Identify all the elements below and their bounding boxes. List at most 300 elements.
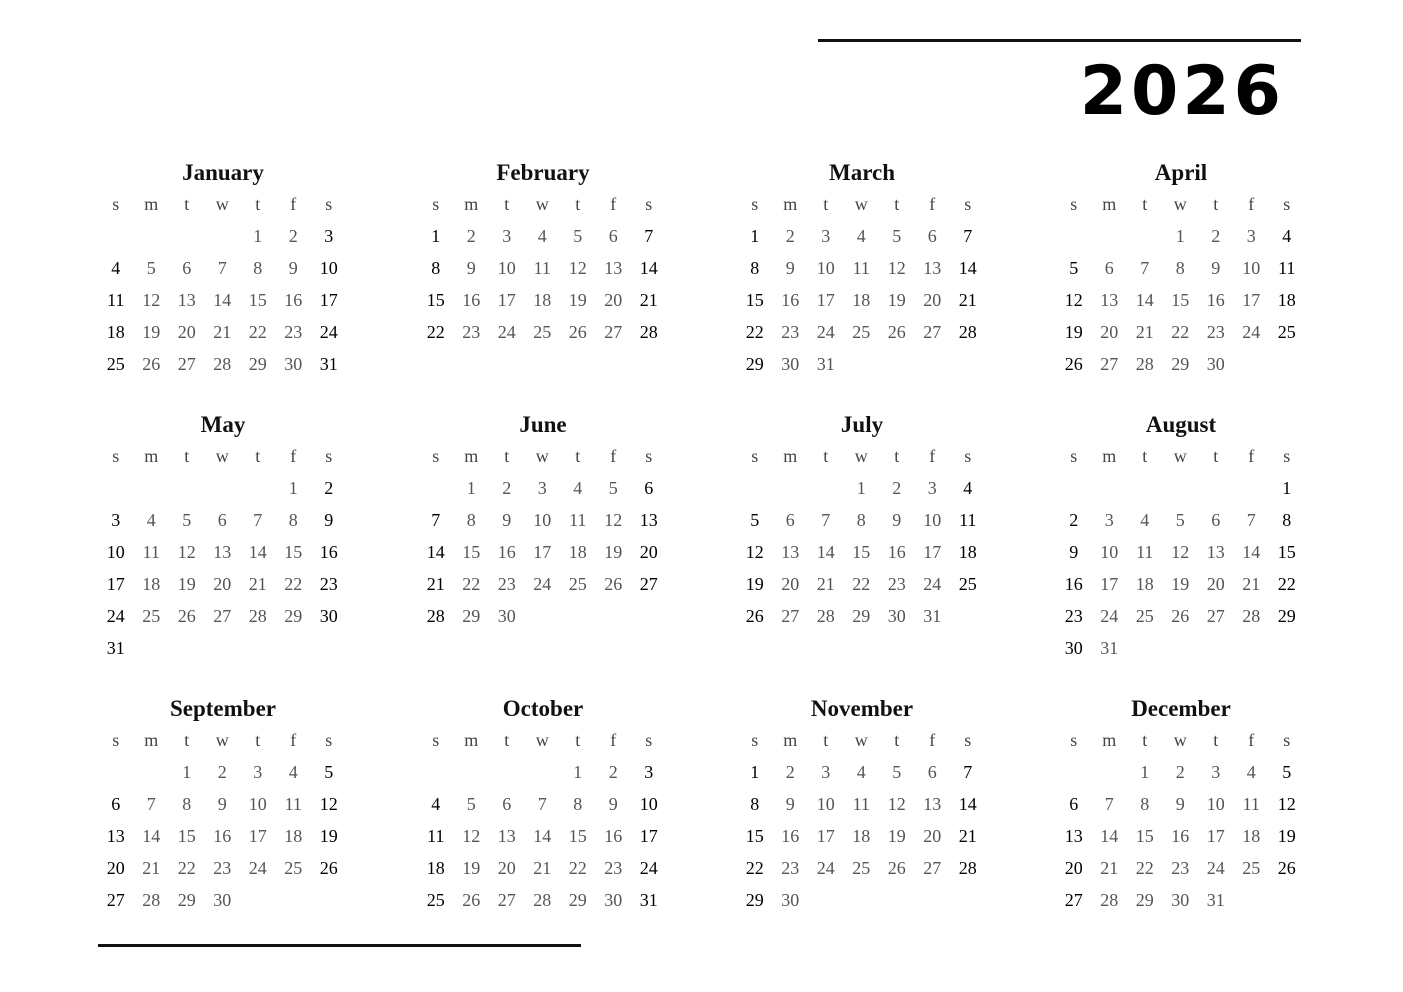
weekday-label: w	[535, 193, 549, 214]
day-cell: 19	[1277, 825, 1296, 846]
day-cell: 12	[142, 289, 161, 310]
weekday-label: m	[1102, 729, 1117, 750]
day-cell: 24	[106, 605, 125, 626]
weekday-label: t	[1142, 193, 1148, 214]
day-cell: 8	[1175, 257, 1185, 278]
day-cell: 20	[639, 541, 658, 562]
day-cell: 30	[781, 889, 800, 910]
day-cell: 16	[213, 825, 232, 846]
week-row	[98, 884, 348, 916]
week-row	[98, 536, 348, 568]
week-row	[1056, 536, 1306, 568]
day-cell: 6	[1211, 509, 1221, 530]
weekday-label: t	[823, 193, 829, 214]
day-cell: 24	[497, 321, 516, 342]
day-cell: 11	[852, 257, 870, 278]
day-cell: 27	[497, 889, 516, 910]
week-row	[98, 220, 348, 252]
day-cell: 16	[319, 541, 338, 562]
day-cell: 24	[1100, 605, 1119, 626]
day-cell: 2	[785, 225, 795, 246]
day-cell: 30	[213, 889, 232, 910]
month-title: July	[840, 412, 884, 437]
weekday-label: t	[1213, 193, 1219, 214]
day-cell: 13	[604, 257, 623, 278]
day-cell: 17	[816, 825, 835, 846]
day-cell: 20	[604, 289, 623, 310]
day-cell: 26	[887, 857, 906, 878]
weekday-header-row	[98, 440, 348, 472]
day-cell: 31	[639, 889, 658, 910]
day-cell: 29	[745, 353, 764, 374]
weekday-header-row	[418, 188, 668, 220]
month-title: September	[169, 696, 277, 721]
day-cell: 27	[781, 605, 800, 626]
day-cell: 4	[1140, 509, 1150, 530]
weekday-label: m	[783, 445, 798, 466]
day-cell: 11	[142, 541, 160, 562]
week-row	[418, 284, 668, 316]
week-row	[1056, 284, 1306, 316]
day-cell: 29	[1135, 889, 1154, 910]
day-cell: 12	[568, 257, 587, 278]
day-cell: 19	[568, 289, 587, 310]
day-cell: 18	[106, 321, 125, 342]
day-cell: 11	[959, 509, 977, 530]
week-row	[98, 252, 348, 284]
month-title: December	[1131, 696, 1231, 721]
day-cell: 23	[462, 321, 481, 342]
day-cell: 6	[502, 793, 512, 814]
day-cell: 7	[1140, 257, 1150, 278]
day-cell: 18	[533, 289, 552, 310]
week-row	[98, 472, 348, 504]
day-cell: 13	[106, 825, 125, 846]
day-cell: 15	[462, 541, 481, 562]
day-cell: 30	[497, 605, 516, 626]
day-cell: 6	[608, 225, 618, 246]
day-cell: 18	[1242, 825, 1261, 846]
day-cell: 17	[497, 289, 516, 310]
weekday-header-row	[1056, 724, 1306, 756]
day-cell: 6	[111, 793, 121, 814]
weekday-label: t	[894, 729, 900, 750]
day-cell: 22	[745, 321, 764, 342]
day-cell: 2	[1211, 225, 1221, 246]
weekday-label: t	[255, 193, 261, 214]
month-grid	[737, 188, 987, 380]
day-cell: 5	[182, 509, 192, 530]
day-cell: 8	[466, 509, 476, 530]
day-cell: 6	[217, 509, 227, 530]
week-row	[737, 884, 987, 916]
day-cell: 18	[1277, 289, 1296, 310]
day-cell: 28	[1242, 605, 1261, 626]
weekday-label: s	[112, 729, 120, 750]
week-row	[737, 756, 987, 788]
day-cell: 21	[639, 289, 658, 310]
month-grid	[418, 188, 668, 348]
weekday-label: m	[1102, 193, 1117, 214]
day-cell: 19	[177, 573, 196, 594]
month-title: May	[200, 412, 246, 437]
day-cell: 1	[182, 761, 192, 782]
day-cell: 10	[248, 793, 267, 814]
day-cell: 17	[1206, 825, 1225, 846]
day-cell: 30	[1206, 353, 1225, 374]
weekday-label: t	[575, 445, 581, 466]
day-cell: 24	[1242, 321, 1261, 342]
day-cell: 17	[533, 541, 552, 562]
week-row	[418, 472, 668, 504]
day-cell: 2	[892, 477, 902, 498]
day-cell: 9	[288, 257, 298, 278]
day-cell: 24	[639, 857, 658, 878]
day-cell: 26	[1171, 605, 1190, 626]
day-cell: 9	[1211, 257, 1221, 278]
weekday-label: s	[1283, 445, 1291, 466]
day-cell: 23	[497, 573, 516, 594]
day-cell: 13	[781, 541, 800, 562]
weekday-header-row	[418, 724, 668, 756]
day-cell: 14	[1242, 541, 1261, 562]
day-cell: 21	[816, 573, 835, 594]
weekday-label: s	[1070, 445, 1078, 466]
week-row	[1056, 884, 1306, 916]
weekday-label: w	[215, 729, 229, 750]
day-cell: 4	[856, 761, 866, 782]
month-grid	[737, 440, 987, 632]
day-cell: 26	[177, 605, 196, 626]
day-cell: 25	[1135, 605, 1154, 626]
day-cell: 9	[466, 257, 476, 278]
day-cell: 28	[213, 353, 232, 374]
day-cell: 14	[1100, 825, 1119, 846]
month-grid	[1056, 188, 1306, 380]
day-cell: 1	[1282, 477, 1292, 498]
day-cell: 11	[1278, 257, 1296, 278]
day-cell: 30	[604, 889, 623, 910]
weekday-label: w	[1173, 729, 1187, 750]
day-cell: 20	[923, 825, 942, 846]
weekday-label: f	[1248, 445, 1255, 466]
day-cell: 28	[533, 889, 552, 910]
week-row	[737, 600, 987, 632]
day-cell: 10	[923, 509, 942, 530]
day-cell: 12	[887, 257, 906, 278]
day-cell: 16	[1171, 825, 1190, 846]
day-cell: 22	[177, 857, 196, 878]
day-cell: 10	[816, 793, 835, 814]
week-row	[418, 568, 668, 600]
year-title: 2026	[1079, 52, 1285, 131]
day-cell: 11	[107, 289, 125, 310]
day-cell: 14	[958, 257, 977, 278]
week-row	[98, 600, 348, 632]
day-cell: 26	[1064, 353, 1083, 374]
weekday-header-row	[418, 440, 668, 472]
day-cell: 14	[213, 289, 232, 310]
day-cell: 13	[1206, 541, 1225, 562]
month-grid	[98, 724, 348, 916]
day-cell: 9	[324, 509, 334, 530]
day-cell: 26	[568, 321, 587, 342]
weekday-label: f	[610, 729, 617, 750]
day-cell: 28	[142, 889, 161, 910]
day-cell: 25	[1242, 857, 1261, 878]
day-cell: 18	[284, 825, 303, 846]
day-cell: 16	[462, 289, 481, 310]
day-cell: 10	[1206, 793, 1225, 814]
weekday-label: w	[854, 445, 868, 466]
day-cell: 6	[644, 477, 654, 498]
day-cell: 27	[923, 857, 942, 878]
weekday-label: w	[1173, 193, 1187, 214]
day-cell: 9	[1069, 541, 1079, 562]
day-cell: 7	[963, 761, 973, 782]
day-cell: 14	[1135, 289, 1154, 310]
weekday-label: m	[1102, 445, 1117, 466]
day-cell: 16	[887, 541, 906, 562]
week-row	[98, 504, 348, 536]
day-cell: 9	[785, 793, 795, 814]
day-cell: 23	[319, 573, 338, 594]
weekday-label: s	[645, 729, 653, 750]
day-cell: 19	[887, 825, 906, 846]
weekday-label: t	[504, 193, 510, 214]
day-cell: 16	[1064, 573, 1083, 594]
month-grid	[1056, 724, 1306, 916]
weekday-label: s	[432, 445, 440, 466]
day-cell: 15	[745, 289, 764, 310]
weekday-label: w	[215, 445, 229, 466]
day-cell: 3	[111, 509, 121, 530]
weekday-label: w	[215, 193, 229, 214]
day-cell: 24	[816, 321, 835, 342]
day-cell: 20	[213, 573, 232, 594]
day-cell: 1	[431, 225, 441, 246]
day-cell: 19	[1064, 321, 1083, 342]
bottom-rule	[98, 944, 581, 947]
day-cell: 10	[1100, 541, 1119, 562]
day-cell: 21	[533, 857, 552, 878]
weekday-label: f	[929, 729, 936, 750]
day-cell: 7	[146, 793, 156, 814]
day-cell: 26	[462, 889, 481, 910]
day-cell: 4	[573, 477, 583, 498]
day-cell: 31	[106, 637, 125, 658]
day-cell: 29	[1277, 605, 1296, 626]
month-grid	[418, 440, 668, 632]
weekday-label: t	[1142, 729, 1148, 750]
day-cell: 3	[537, 477, 547, 498]
day-cell: 7	[644, 225, 654, 246]
day-cell: 29	[177, 889, 196, 910]
weekday-label: t	[1213, 445, 1219, 466]
day-cell: 4	[856, 225, 866, 246]
weekday-label: m	[783, 193, 798, 214]
day-cell: 24	[248, 857, 267, 878]
day-cell: 23	[781, 857, 800, 878]
week-row	[418, 220, 668, 252]
day-cell: 21	[1242, 573, 1261, 594]
day-cell: 8	[288, 509, 298, 530]
day-cell: 5	[146, 257, 156, 278]
day-cell: 8	[253, 257, 263, 278]
weekday-label: w	[854, 193, 868, 214]
day-cell: 5	[750, 509, 760, 530]
week-row	[98, 852, 348, 884]
weekday-label: w	[535, 729, 549, 750]
weekday-header-row	[737, 188, 987, 220]
day-cell: 10	[1242, 257, 1261, 278]
weekday-header-row	[737, 724, 987, 756]
day-cell: 10	[106, 541, 125, 562]
day-cell: 28	[958, 321, 977, 342]
day-cell: 15	[745, 825, 764, 846]
day-cell: 30	[887, 605, 906, 626]
day-cell: 30	[284, 353, 303, 374]
day-cell: 24	[533, 573, 552, 594]
week-row	[737, 284, 987, 316]
week-row	[98, 632, 348, 664]
day-cell: 26	[887, 321, 906, 342]
weekday-label: f	[1248, 729, 1255, 750]
day-cell: 7	[431, 509, 441, 530]
day-cell: 13	[213, 541, 232, 562]
day-cell: 15	[1277, 541, 1296, 562]
day-cell: 13	[923, 793, 942, 814]
day-cell: 8	[750, 257, 760, 278]
day-cell: 12	[1277, 793, 1296, 814]
weekday-header-row	[737, 440, 987, 472]
day-cell: 10	[816, 257, 835, 278]
day-cell: 25	[1277, 321, 1296, 342]
day-cell: 14	[816, 541, 835, 562]
day-cell: 19	[319, 825, 338, 846]
weekday-label: s	[325, 729, 333, 750]
day-cell: 6	[1104, 257, 1114, 278]
day-cell: 22	[284, 573, 303, 594]
day-cell: 17	[248, 825, 267, 846]
day-cell: 29	[462, 605, 481, 626]
weekday-label: m	[783, 729, 798, 750]
weekday-label: s	[645, 445, 653, 466]
day-cell: 5	[573, 225, 583, 246]
day-cell: 2	[608, 761, 618, 782]
day-cell: 16	[781, 825, 800, 846]
day-cell: 23	[1064, 605, 1083, 626]
week-row	[98, 284, 348, 316]
weekday-label: m	[464, 729, 479, 750]
week-row	[1056, 316, 1306, 348]
week-row	[1056, 788, 1306, 820]
week-row	[418, 820, 668, 852]
week-row	[418, 600, 668, 632]
day-cell: 17	[639, 825, 658, 846]
day-cell: 13	[1100, 289, 1119, 310]
week-row	[737, 536, 987, 568]
day-cell: 21	[958, 289, 977, 310]
day-cell: 23	[1171, 857, 1190, 878]
day-cell: 22	[1135, 857, 1154, 878]
day-cell: 31	[1100, 637, 1119, 658]
day-cell: 12	[745, 541, 764, 562]
day-cell: 25	[106, 353, 125, 374]
week-row	[418, 536, 668, 568]
day-cell: 9	[502, 509, 512, 530]
weekday-label: s	[1070, 193, 1078, 214]
weekday-label: m	[464, 445, 479, 466]
day-cell: 9	[785, 257, 795, 278]
day-cell: 3	[502, 225, 512, 246]
weekday-label: t	[575, 193, 581, 214]
week-row	[737, 504, 987, 536]
day-cell: 4	[1246, 761, 1256, 782]
month-grid	[1056, 440, 1306, 664]
day-cell: 26	[142, 353, 161, 374]
top-rule	[818, 39, 1301, 42]
weekday-header-row	[1056, 188, 1306, 220]
day-cell: 2	[217, 761, 227, 782]
day-cell: 4	[963, 477, 973, 498]
day-cell: 29	[1171, 353, 1190, 374]
weekday-header-row	[98, 724, 348, 756]
day-cell: 20	[177, 321, 196, 342]
day-cell: 28	[248, 605, 267, 626]
week-row	[737, 788, 987, 820]
weekday-label: s	[1283, 729, 1291, 750]
day-cell: 11	[1136, 541, 1154, 562]
week-row	[737, 568, 987, 600]
day-cell: 22	[426, 321, 445, 342]
day-cell: 25	[568, 573, 587, 594]
day-cell: 9	[608, 793, 618, 814]
day-cell: 4	[288, 761, 298, 782]
day-cell: 27	[1100, 353, 1119, 374]
day-cell: 22	[568, 857, 587, 878]
day-cell: 17	[816, 289, 835, 310]
day-cell: 12	[319, 793, 338, 814]
day-cell: 31	[816, 353, 835, 374]
day-cell: 12	[462, 825, 481, 846]
day-cell: 26	[1277, 857, 1296, 878]
day-cell: 1	[253, 225, 263, 246]
day-cell: 19	[462, 857, 481, 878]
day-cell: 27	[213, 605, 232, 626]
day-cell: 22	[1277, 573, 1296, 594]
day-cell: 11	[427, 825, 445, 846]
weekday-label: t	[255, 445, 261, 466]
day-cell: 5	[608, 477, 618, 498]
weekday-label: f	[929, 193, 936, 214]
weekday-label: m	[144, 445, 159, 466]
day-cell: 12	[604, 509, 623, 530]
day-cell: 31	[1206, 889, 1225, 910]
day-cell: 25	[142, 605, 161, 626]
day-cell: 20	[497, 857, 516, 878]
week-row	[1056, 820, 1306, 852]
day-cell: 23	[284, 321, 303, 342]
day-cell: 2	[324, 477, 334, 498]
weekday-label: f	[610, 445, 617, 466]
day-cell: 28	[1135, 353, 1154, 374]
week-row	[98, 348, 348, 380]
day-cell: 1	[750, 761, 760, 782]
day-cell: 6	[182, 257, 192, 278]
day-cell: 23	[213, 857, 232, 878]
day-cell: 21	[213, 321, 232, 342]
